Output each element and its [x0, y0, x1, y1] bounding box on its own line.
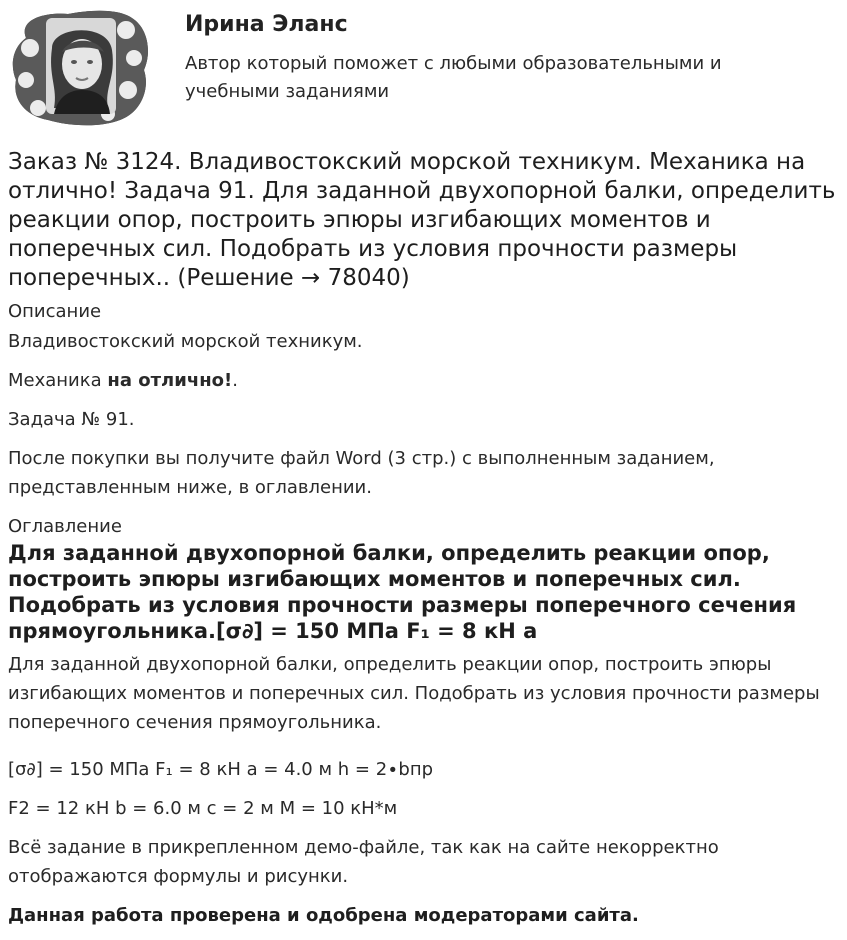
author-name[interactable]: Ирина Эланс: [185, 12, 348, 37]
toc-heading: Для заданной двухопорной балки, определить реакции опор, построить эпюры изгибающих моментов и поперечных сил. Подобрать из условия прочности размеры поперечного сечения прямоугольника.[σ∂] = 150 МПа F₁ = 8 кН а: [8, 541, 797, 643]
author-header: [0, 0, 847, 135]
description-task: Задача № 91.: [8, 409, 135, 430]
toc-params-line1: [σ∂] = 150 МПа F₁ = 8 кН а = 4.0 м h = 2∙bпр: [8, 759, 434, 780]
toc-label: Оглавление: [8, 516, 122, 537]
moderation-note: Данная работа проверена и одобрена модераторами сайта.: [8, 905, 639, 926]
subject-suffix: .: [232, 370, 238, 391]
main-content: [8, 148, 838, 930]
description-subject: [8, 366, 838, 395]
description-purchase-info: После покупки вы получите файл Word (3 стр.) с выполненным заданием, представленным ниже, в оглавлении.: [8, 448, 715, 498]
description-school: Владивостокский морской техникум.: [8, 331, 363, 352]
subject-prefix: Механика: [8, 370, 108, 391]
page-title: Заказ № 3124. Владивостокский морской техникум. Механика на отлично! Задача 91. Для заданной двухопорной балки, определить реакции опор, построить эпюры изгибающих моментов и поперечных сил. Подобрать из условия прочности размеры поперечных.. (Решение → 78040): [8, 149, 836, 291]
toc-params-line2: F2 = 12 кН b = 6.0 м с = 2 м М = 10 кН*м: [8, 798, 398, 819]
author-description: Автор который поможет с любыми образовательными и учебными заданиями: [185, 53, 722, 102]
toc-text: Для заданной двухопорной балки, определить реакции опор, построить эпюры изгибающих моментов и поперечных сил. Подобрать из условия прочности размеры поперечного сечения прямоугольника.: [8, 654, 820, 733]
subject-bold: на отлично!: [107, 370, 233, 391]
author-avatar[interactable]: [8, 8, 150, 126]
toc-demo-note: Всё задание в прикрепленном демо-файле, так как на сайте некорректно отображаются формулы и рисунки.: [8, 837, 719, 887]
description-label: Описание: [8, 301, 102, 322]
